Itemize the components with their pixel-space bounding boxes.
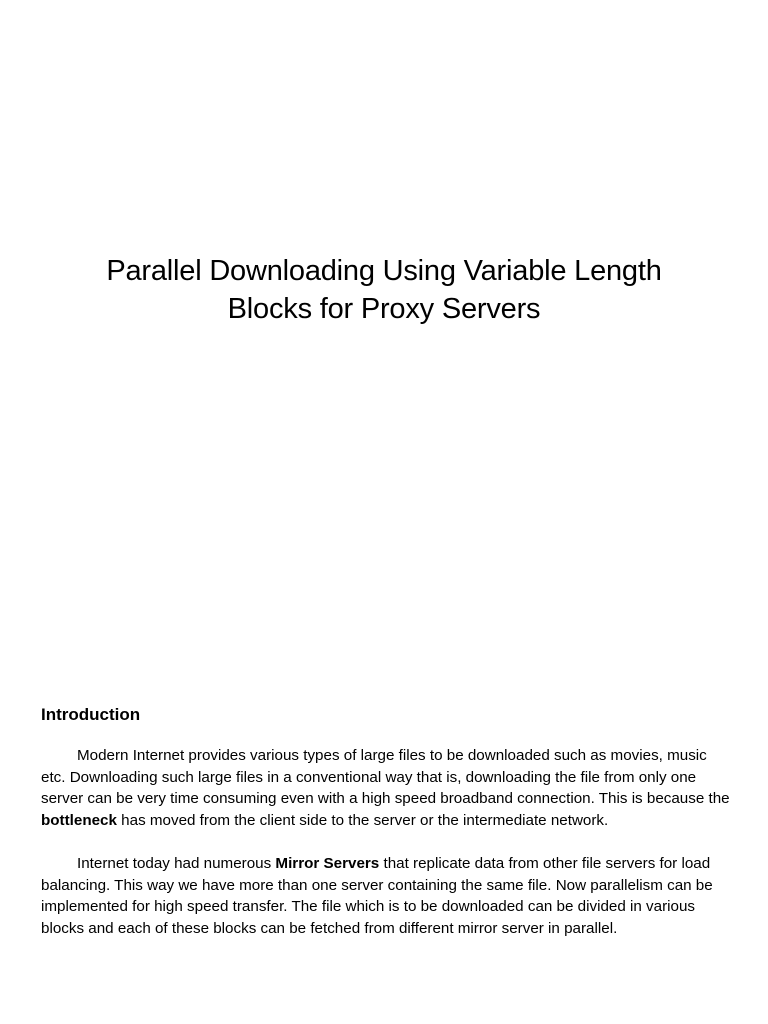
introduction-section	[41, 704, 731, 961]
paragraph-2-bold-term: Mirror Servers	[275, 854, 380, 872]
title-line-1: Parallel Downloading Using Variable Length	[106, 255, 662, 287]
document-title	[40, 252, 728, 328]
paragraph-1-text-start: Modern Internet provides various types of large files to be downloaded such as movies, music etc. Downloading such large files in a conventional way that is, downloading the file from only one server can be very time consuming even with a high speed broadband connection. This is because the	[41, 747, 730, 808]
section-heading: Introduction	[41, 705, 141, 724]
paragraph-1-bold-term: bottleneck	[41, 812, 117, 830]
paragraph-2	[41, 853, 731, 940]
paragraph-1-text-end: has moved from the client side to the server or the intermediate network.	[116, 812, 609, 830]
paragraph-2-text-start: Internet today had numerous	[77, 854, 276, 872]
title-line-2: Blocks for Proxy Servers	[227, 293, 541, 325]
paragraph-1	[41, 745, 731, 832]
paragraph-2-text-end: that replicate data from other file servers for load balancing. This way we have more than one server containing the same file. Now parallelism can be implemented for high speed transfer. The file which is to be downloaded can be divided in various blocks and each of these blocks can be fetched from different mirror server in parallel.	[41, 854, 713, 937]
